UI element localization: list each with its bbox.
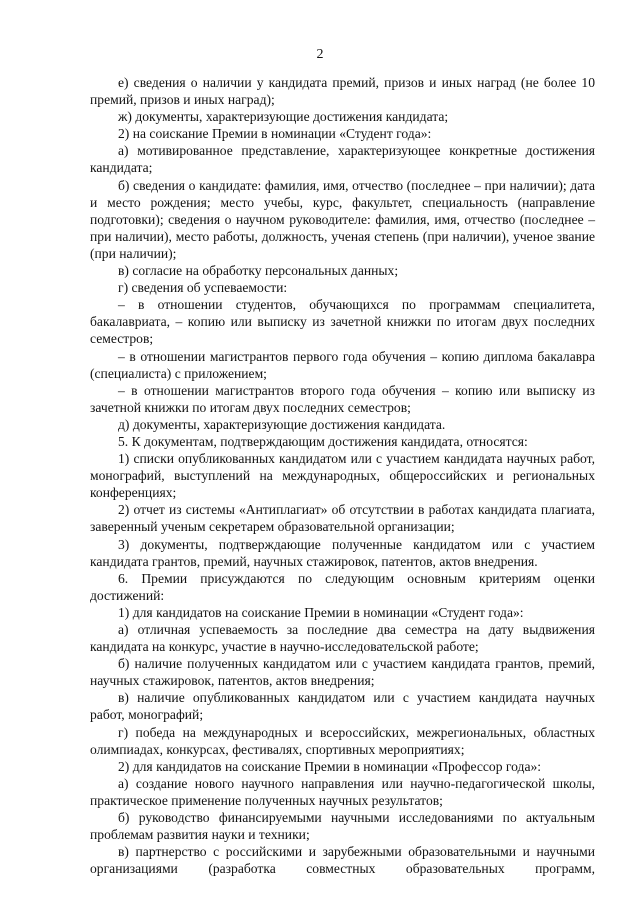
paragraph-6-1-a-grades: а) отличная успеваемость за последние два семестра на дату выдвижения кандидата на конкурс, участие в научно-исследовательской работе;: [90, 622, 595, 655]
paragraph-a-motivated-submission: а) мотивированное представление, характеризующее конкретные достижения кандидата;: [90, 143, 595, 176]
paragraph-zh-documents: ж) документы, характеризующие достижения кандидата;: [118, 109, 449, 125]
paragraph-d-documents: д) документы, характеризующие достижения кандидата.: [118, 416, 446, 432]
paragraph-5-3-grants: 3) документы, подтверждающие полученные кандидатом или с участием кандидата грантов, премий, научных стажировок, патентов, актов внедрения.: [90, 536, 595, 569]
page-number: 2: [316, 47, 324, 62]
paragraph-b-candidate-info: б) сведения о кандидате: фамилия, имя, отчество (последнее – при наличии); дата и место рождения; место учебы, курс, факультет, специальность (направление подготовки); сведения о научном руководителе: фамилия, имя, отчество (последнее – при наличии), место работы, должность, ученая степень (при наличии), ученое звание (при наличии);: [90, 177, 595, 261]
paragraph-6-2-v-partnership: в) партнерство с российскими и зарубежными образовательными и научными организациями (разработка совместных образовательных программ,: [90, 844, 595, 877]
paragraph-6-2-a-new-direction: а) создание нового научного направления или научно-педагогической школы, практическое применение полученных научных результатов;: [90, 775, 595, 808]
paragraph-6-heading: 6. Премии присуждаются по следующим основным критериям оценки достижений:: [90, 570, 595, 603]
paragraph-6-1-g-olympiads: г) победа на международных и всероссийских, межрегиональных, областных олимпиадах, конкурсах, фестивалях, спортивных мероприятиях;: [90, 724, 595, 757]
paragraph-v-consent: в) согласие на обработку персональных данных;: [118, 263, 399, 279]
paragraph-6-1-b-grants: б) наличие полученных кандидатом или с участием кандидата грантов, премий, научных стажировок, патентов, актов внедрения;: [90, 656, 595, 689]
paragraph-6-2-professor: 2) для кандидатов на соискание Премии в номинации «Профессор года»:: [118, 758, 542, 774]
paragraph-6-1-v-publications: в) наличие опубликованных кандидатом или с участием кандидата научных работ, монографий;: [90, 690, 595, 723]
paragraph-student-nomination: 2) на соискание Премии в номинации «Студент года»:: [118, 126, 432, 142]
document-body: [90, 74, 595, 877]
paragraph-g-grades: г) сведения об успеваемости:: [118, 280, 288, 296]
paragraph-dash-students: – в отношении студентов, обучающихся по программам специалитета, бакалавриата, – копию или выписку из зачетной книжки по итогам двух последних семестров;: [90, 297, 595, 347]
paragraph-dash-masters-second-year: – в отношении магистрантов второго года обучения – копию или выписку из зачетной книжки по итогам двух последних семестров;: [90, 382, 595, 415]
paragraph-5-heading: 5. К документам, подтверждающим достижения кандидата, относятся:: [118, 433, 528, 449]
paragraph-6-2-b-research-leadership: б) руководство финансируемыми научными исследованиями по актуальным проблемам развития науки и техники;: [90, 810, 595, 843]
paragraph-6-1-student: 1) для кандидатов на соискание Премии в номинации «Студент года»:: [118, 604, 524, 620]
paragraph-e-awards: е) сведения о наличии у кандидата премий, призов и иных наград (не более 10 премий, призов и иных наград);: [90, 75, 595, 108]
paragraph-dash-masters-first-year: – в отношении магистрантов первого года обучения – копию диплома бакалавра (специалиста) с приложением;: [90, 348, 595, 381]
paragraph-5-1-publications: 1) списки опубликованных кандидатом или с участием кандидата научных работ, монографий, выступлений на международных, общероссийских и региональных конференциях;: [90, 451, 595, 501]
paragraph-5-2-antiplagiat: 2) отчет из системы «Антиплагиат» об отсутствии в работах кандидата плагиата, заверенный ученым секретарем образовательной организации;: [90, 502, 595, 535]
